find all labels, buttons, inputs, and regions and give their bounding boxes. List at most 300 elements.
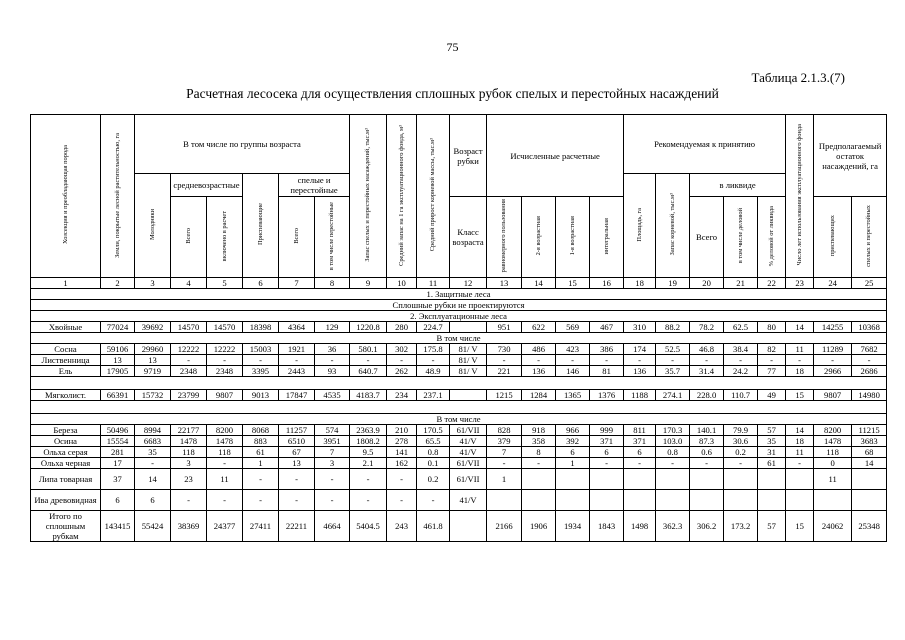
table-cell: 574: [315, 425, 350, 436]
table-cell: 302: [387, 344, 417, 355]
table-cell: [450, 322, 487, 333]
table-cell: 14570: [207, 322, 243, 333]
table-cell: -: [786, 458, 814, 469]
header-maturing-remaining: приспевающих: [814, 197, 852, 278]
table-cell: 66391: [101, 390, 135, 401]
table-cell: 41/V: [450, 447, 487, 458]
table-cell: 4535: [315, 390, 350, 401]
table-cell: -: [207, 490, 243, 511]
spacer-cell: [31, 377, 887, 390]
table-cell: 371: [624, 436, 656, 447]
table-cell: 21: [724, 278, 758, 289]
table-cell: 730: [487, 344, 522, 355]
table-cell: 237.1: [417, 390, 450, 401]
table-cell: 2966: [814, 366, 852, 377]
table-cell: 9719: [135, 366, 171, 377]
table-cell: [724, 469, 758, 490]
table-cell: 467: [590, 322, 624, 333]
table-cell: 1478: [171, 436, 207, 447]
table-cell: 162: [387, 458, 417, 469]
header-area: Площадь, га: [624, 174, 656, 278]
table-cell: 386: [590, 344, 624, 355]
header-middle-aged: средневозрастные: [171, 174, 243, 197]
table-cell: -: [279, 355, 315, 366]
table-row: [31, 366, 887, 377]
table-cell: 12: [450, 278, 487, 289]
including-label: В том числе: [31, 414, 887, 425]
table-cell: 46.8: [690, 344, 724, 355]
table-cell: 7: [315, 447, 350, 458]
table-cell: 15: [556, 278, 590, 289]
table-cell: 136: [522, 366, 556, 377]
table-cell: -: [690, 355, 724, 366]
section-row: [31, 414, 887, 425]
table-cell: 1: [31, 278, 101, 289]
table-cell: 49: [758, 390, 786, 401]
table-cell: 141: [387, 447, 417, 458]
table-cell: 5404.5: [350, 511, 387, 542]
table-cell: 110.7: [724, 390, 758, 401]
table-cell: 62.5: [724, 322, 758, 333]
table-cell: -: [350, 355, 387, 366]
header-remaining: Предполагаемый остаток насаждений, га: [814, 115, 887, 197]
table-label: Таблица 2.1.3.(7): [751, 70, 845, 85]
table-cell: 580.1: [350, 344, 387, 355]
table-cell: 2348: [171, 366, 207, 377]
table-cell: 14570: [171, 322, 207, 333]
table-cell: 1365: [556, 390, 590, 401]
table-cell: 999: [590, 425, 624, 436]
table-cell: 0: [814, 458, 852, 469]
table-cell: 4664: [315, 511, 350, 542]
table-cell: 358: [522, 436, 556, 447]
table-cell: 1843: [590, 511, 624, 542]
table-cell: 61/VII: [450, 425, 487, 436]
table-cell: -: [656, 355, 690, 366]
table-cell: 175.8: [417, 344, 450, 355]
table-cell: 234: [387, 390, 417, 401]
table-cell: -: [487, 355, 522, 366]
table-cell: 210: [387, 425, 417, 436]
table-cell: [522, 490, 556, 511]
table-cell: 57: [758, 511, 786, 542]
table-cell: 7682: [852, 344, 887, 355]
table-row: [31, 447, 887, 458]
table-cell: 170.3: [656, 425, 690, 436]
table-cell: 2: [101, 278, 135, 289]
table-cell: -: [171, 490, 207, 511]
table-cell: [690, 490, 724, 511]
row-label: Лиственница: [31, 355, 101, 366]
table-cell: -: [315, 490, 350, 511]
table-cell: 61/VII: [450, 469, 487, 490]
header-mature-stock: Запас спелых и перестойных насаждений, тыс.м³: [350, 115, 387, 278]
table-cell: 29960: [135, 344, 171, 355]
table-cell: 13: [135, 355, 171, 366]
header-integral: интегральная: [590, 197, 624, 278]
table-cell: 3683: [852, 436, 887, 447]
table-cell: -: [724, 458, 758, 469]
table-cell: 31.4: [690, 366, 724, 377]
table-cell: -: [387, 355, 417, 366]
table-cell: 1376: [590, 390, 624, 401]
table-cell: 228.0: [690, 390, 724, 401]
table-cell: 23: [786, 278, 814, 289]
table-cell: 1934: [556, 511, 590, 542]
table-cell: -: [279, 490, 315, 511]
table-cell: 38369: [171, 511, 207, 542]
table-cell: 31: [758, 447, 786, 458]
table-cell: 0.1: [417, 458, 450, 469]
table-cell: 4364: [279, 322, 315, 333]
table-row: [31, 322, 887, 333]
table-cell: 6683: [135, 436, 171, 447]
section-row: [31, 289, 887, 300]
header-mature-all: Всего: [279, 197, 315, 278]
table-cell: -: [135, 458, 171, 469]
table-cell: [690, 469, 724, 490]
table-cell: 22177: [171, 425, 207, 436]
table-cell: -: [556, 355, 590, 366]
table-cell: 24377: [207, 511, 243, 542]
header-liquid-business: в том числе деловой: [724, 197, 758, 278]
table-cell: 9.5: [350, 447, 387, 458]
table-cell: 25348: [852, 511, 887, 542]
header-liquid: в ликвиде: [690, 174, 786, 197]
header-liquid-total: Всего: [690, 197, 724, 278]
table-cell: [590, 469, 624, 490]
table-cell: 6: [243, 278, 279, 289]
table-cell: 103.0: [656, 436, 690, 447]
table-cell: 224.7: [417, 322, 450, 333]
table-row: [31, 490, 887, 511]
table-cell: 2686: [852, 366, 887, 377]
table-cell: 9013: [243, 390, 279, 401]
table-cell: 23: [171, 469, 207, 490]
table-cell: 11: [814, 469, 852, 490]
table-cell: 81/ V: [450, 366, 487, 377]
row-label: Береза: [31, 425, 101, 436]
table-cell: 77: [758, 366, 786, 377]
table-cell: [852, 469, 887, 490]
table-cell: 243: [387, 511, 417, 542]
header-years-use: Число лет использования эксплуатационного фонда: [786, 115, 814, 278]
table-cell: 221: [487, 366, 522, 377]
table-cell: 22211: [279, 511, 315, 542]
table-cell: 35: [135, 447, 171, 458]
table-cell: [624, 490, 656, 511]
header-cutting-age: Возраст рубки: [450, 115, 487, 197]
table-cell: 9807: [207, 390, 243, 401]
table-cell: 1906: [522, 511, 556, 542]
table-cell: -: [315, 355, 350, 366]
table-cell: 65.5: [417, 436, 450, 447]
section-operational: 2. Эксплуатационные леса: [31, 311, 887, 322]
table-cell: 3951: [315, 436, 350, 447]
including-label: В том числе: [31, 333, 887, 344]
table-cell: -: [243, 469, 279, 490]
table-cell: 1188: [624, 390, 656, 401]
table-cell: 25: [852, 278, 887, 289]
header-calculated: Исчисленные расчетные: [487, 115, 624, 197]
table-cell: 37: [101, 469, 135, 490]
table-cell: 12222: [207, 344, 243, 355]
header-section-species: Хозсекция и преобладающая порода: [31, 115, 101, 278]
table-cell: -: [786, 355, 814, 366]
table-cell: 10368: [852, 322, 887, 333]
table-cell: 15554: [101, 436, 135, 447]
table-cell: 14: [852, 458, 887, 469]
table-cell: 2363.9: [350, 425, 387, 436]
row-label: Мягколист.: [31, 390, 101, 401]
table-cell: 52.5: [656, 344, 690, 355]
table-cell: 7: [487, 447, 522, 458]
table-cell: 14: [786, 322, 814, 333]
table-cell: 6: [590, 447, 624, 458]
table-cell: 16: [590, 278, 624, 289]
table-cell: 1215: [487, 390, 522, 401]
table-cell: 24: [814, 278, 852, 289]
section-not-planned: Сплошные рубки не проектируются: [31, 300, 887, 311]
row-label: Итого по сплошным рубкам: [31, 511, 101, 542]
section-row: [31, 333, 887, 344]
table-cell: 77024: [101, 322, 135, 333]
table-row: [31, 344, 887, 355]
table-cell: 6510: [279, 436, 315, 447]
table-cell: -: [387, 490, 417, 511]
table-cell: 1284: [522, 390, 556, 401]
spacer-cell: [31, 401, 887, 414]
table-cell: 27411: [243, 511, 279, 542]
section-protective: 1. Защитные леса: [31, 289, 887, 300]
table-cell: 41/V: [450, 436, 487, 447]
table-cell: 17: [101, 458, 135, 469]
header-overmature: в том числе перестойные: [315, 197, 350, 278]
table-cell: 6: [135, 490, 171, 511]
table-cell: 13: [487, 278, 522, 289]
table-cell: 35: [758, 436, 786, 447]
table-row: [31, 458, 887, 469]
table-row: [31, 469, 887, 490]
table-cell: 146: [556, 366, 590, 377]
table-cell: [556, 490, 590, 511]
table-cell: [786, 490, 814, 511]
spacer-row: [31, 401, 887, 414]
table-cell: 80: [758, 322, 786, 333]
table-cell: 1478: [814, 436, 852, 447]
table-cell: 39692: [135, 322, 171, 333]
table-cell: -: [758, 355, 786, 366]
header-second-age: 2-я возрастная: [522, 197, 556, 278]
table-cell: 61: [758, 458, 786, 469]
table-cell: 3: [315, 458, 350, 469]
table-cell: 50496: [101, 425, 135, 436]
table-cell: 22: [758, 278, 786, 289]
table-cell: 48.9: [417, 366, 450, 377]
table-cell: 262: [387, 366, 417, 377]
table-cell: 371: [590, 436, 624, 447]
table-cell: [758, 490, 786, 511]
table-cell: 1: [243, 458, 279, 469]
table-cell: 20: [690, 278, 724, 289]
table-cell: -: [590, 458, 624, 469]
table-cell: 13: [279, 458, 315, 469]
table-cell: -: [522, 458, 556, 469]
table-cell: [450, 390, 487, 401]
table-cell: 11: [786, 447, 814, 458]
header-middle-all: Всего: [171, 197, 207, 278]
table-cell: 6: [624, 447, 656, 458]
table-cell: -: [171, 355, 207, 366]
table-cell: 38.4: [724, 344, 758, 355]
header-mature-remaining: спелых и перестойных: [852, 197, 887, 278]
table-cell: -: [207, 355, 243, 366]
table-cell: 310: [624, 322, 656, 333]
table-cell: 3: [171, 458, 207, 469]
table-cell: 3: [135, 278, 171, 289]
row-label: Ольха серая: [31, 447, 101, 458]
table-cell: 82: [758, 344, 786, 355]
row-label: Липа товарная: [31, 469, 101, 490]
header-row-1: [31, 115, 887, 174]
table-cell: 118: [171, 447, 207, 458]
table-cell: 4: [171, 278, 207, 289]
table-cell: 81/ V: [450, 355, 487, 366]
table-cell: 59106: [101, 344, 135, 355]
header-avg-stock: Средний запас на 1 га эксплуатационного фонда, м³: [387, 115, 417, 278]
table-cell: 280: [387, 322, 417, 333]
table-cell: 87.3: [690, 436, 724, 447]
header-young: Молодняки: [135, 174, 171, 278]
allowable-cut-table: [30, 114, 887, 542]
table-cell: 15003: [243, 344, 279, 355]
table-row: [31, 425, 887, 436]
table-cell: 2348: [207, 366, 243, 377]
table-cell: 8068: [243, 425, 279, 436]
table-cell: 828: [487, 425, 522, 436]
table-cell: 486: [522, 344, 556, 355]
table-cell: -: [387, 469, 417, 490]
table-cell: 18: [786, 366, 814, 377]
spacer-row: [31, 377, 887, 390]
table-cell: 811: [624, 425, 656, 436]
page-number: 75: [446, 40, 459, 54]
table-cell: 1: [487, 469, 522, 490]
table-cell: 30.6: [724, 436, 758, 447]
table-cell: 18: [786, 436, 814, 447]
header-avg-growth: Средний прирост корневой массы, тыс.м³: [417, 115, 450, 278]
table-cell: 6: [101, 490, 135, 511]
table-cell: 379: [487, 436, 522, 447]
table-cell: -: [624, 458, 656, 469]
table-cell: 1498: [624, 511, 656, 542]
table-cell: 12222: [171, 344, 207, 355]
header-recommended: Рекомендуемая к принятию: [624, 115, 786, 174]
table-cell: 2166: [487, 511, 522, 542]
table-cell: 129: [315, 322, 350, 333]
header-root-stock: Запас корневой, тыс.м³: [656, 174, 690, 278]
table-cell: 17847: [279, 390, 315, 401]
table-cell: 18398: [243, 322, 279, 333]
table-cell: 78.2: [690, 322, 724, 333]
table-cell: 24.2: [724, 366, 758, 377]
table-cell: 640.7: [350, 366, 387, 377]
table-cell: 24062: [814, 511, 852, 542]
table-cell: 306.2: [690, 511, 724, 542]
table-cell: 13: [101, 355, 135, 366]
table-cell: 61: [243, 447, 279, 458]
table-cell: [590, 490, 624, 511]
row-label: Ель: [31, 366, 101, 377]
table-cell: 17905: [101, 366, 135, 377]
table-row: [31, 355, 887, 366]
table-cell: 274.1: [656, 390, 690, 401]
table-cell: 174: [624, 344, 656, 355]
column-numbers-row: [31, 278, 887, 289]
table-cell: 11: [417, 278, 450, 289]
table-cell: 18: [624, 278, 656, 289]
table-cell: 883: [243, 436, 279, 447]
table-cell: -: [656, 458, 690, 469]
table-row-total: [31, 511, 887, 542]
table-cell: -: [814, 355, 852, 366]
table-cell: 81/ V: [450, 344, 487, 355]
row-label: Ива древовидная: [31, 490, 101, 511]
table-cell: 14255: [814, 322, 852, 333]
table-cell: 0.8: [656, 447, 690, 458]
table-cell: -: [852, 355, 887, 366]
table-cell: -: [243, 355, 279, 366]
table-cell: 8994: [135, 425, 171, 436]
table-cell: 55424: [135, 511, 171, 542]
table-cell: 8200: [207, 425, 243, 436]
table-cell: 140.1: [690, 425, 724, 436]
table-cell: 2.1: [350, 458, 387, 469]
table-cell: 423: [556, 344, 590, 355]
table-cell: -: [315, 469, 350, 490]
table-cell: 15: [786, 511, 814, 542]
table-cell: 1220.8: [350, 322, 387, 333]
header-uniform-use: равномерного пользования: [487, 197, 522, 278]
table-cell: 11: [207, 469, 243, 490]
table-cell: 143415: [101, 511, 135, 542]
table-cell: 2443: [279, 366, 315, 377]
table-cell: 278: [387, 436, 417, 447]
table-cell: 392: [556, 436, 590, 447]
table-cell: 11257: [279, 425, 315, 436]
header-age-groups: В том числе по группы возраста: [135, 115, 350, 174]
table-cell: [656, 469, 690, 490]
table-cell: 93: [315, 366, 350, 377]
table-cell: 8: [522, 447, 556, 458]
table-cell: 35.7: [656, 366, 690, 377]
table-cell: 11289: [814, 344, 852, 355]
header-business-pct: % деловой от ликвида: [758, 197, 786, 278]
row-label: Сосна: [31, 344, 101, 355]
table-cell: -: [590, 355, 624, 366]
table-cell: 68: [852, 447, 887, 458]
table-cell: -: [417, 355, 450, 366]
table-cell: [556, 469, 590, 490]
table-cell: -: [417, 490, 450, 511]
table-cell: 15: [786, 390, 814, 401]
table-cell: 23799: [171, 390, 207, 401]
table-cell: 173.2: [724, 511, 758, 542]
table-cell: [786, 469, 814, 490]
table-cell: 88.2: [656, 322, 690, 333]
table-cell: 14: [522, 278, 556, 289]
table-cell: -: [243, 490, 279, 511]
